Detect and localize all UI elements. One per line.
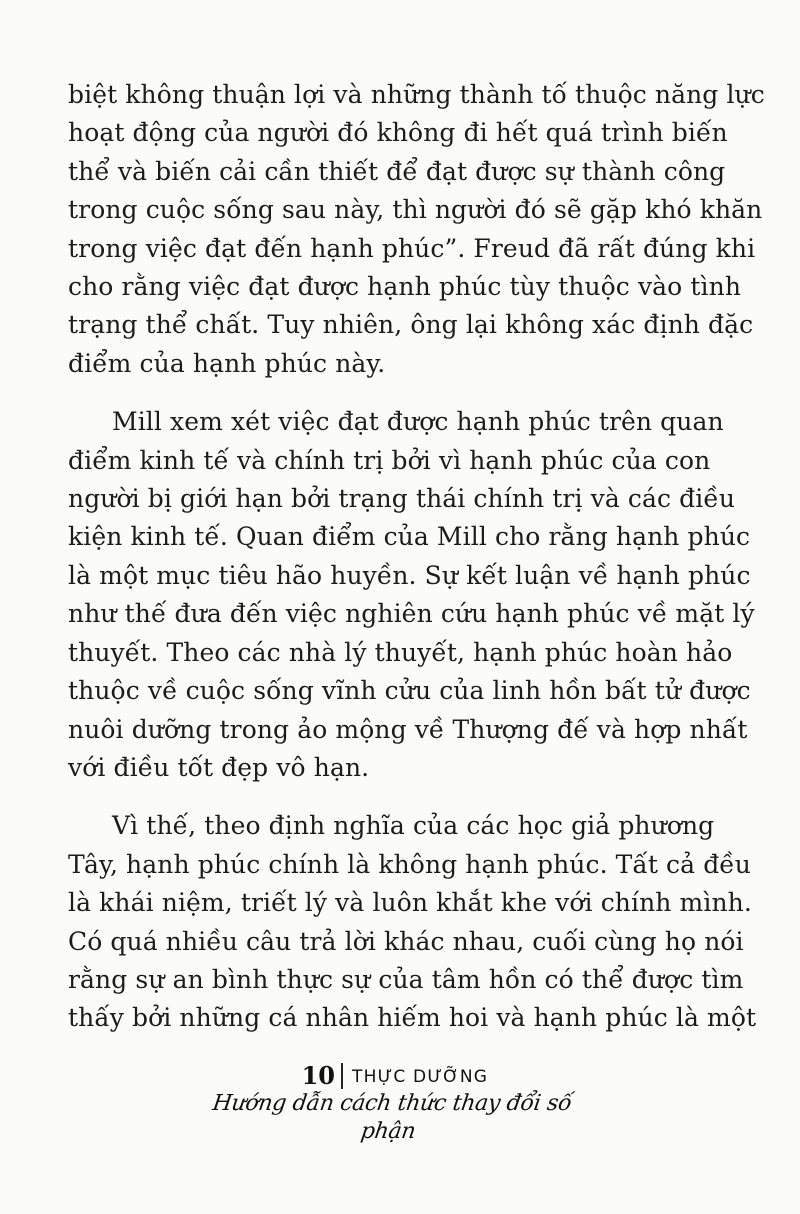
text-line: Vì thế, theo định nghĩa của các học giả phương	[112, 811, 715, 841]
paragraph-2	[68, 403, 755, 787]
text-line: điểm kinh tế và chính trị bởi vì hạnh phúc của con	[68, 445, 711, 475]
text-line: nuôi dưỡng trong ảo mộng về Thượng đế và hợp nhất	[68, 714, 748, 744]
text-line: Tây, hạnh phúc chính là không hạnh phúc. Tất cả đều	[68, 849, 751, 879]
text-line: biệt không thuận lợi và những thành tố thuộc năng lực	[68, 80, 765, 109]
text-line: rằng sự an bình thực sự của tâm hồn có thể được tìm	[68, 964, 744, 994]
footer-divider	[341, 1063, 343, 1089]
page-number: 10	[301, 1061, 335, 1090]
text-line: kiện kinh tế. Quan điểm của Mill cho rằng hạnh phúc	[68, 522, 751, 552]
text-line: thuộc về cuộc sống vĩnh cửu của linh hồn bất tử được	[68, 676, 751, 706]
book-title: THỰC DƯỠNG	[352, 1067, 489, 1087]
text-line: Mill xem xét việc đạt được hạnh phúc trên quan	[112, 407, 724, 437]
text-line: như thế đưa đến việc nghiên cứu hạnh phúc về mặt lý	[68, 599, 755, 629]
text-line: trong cuộc sống sau này, thì người đó sẽ gặp khó khăn	[68, 195, 763, 225]
text-line: trong việc đạt đến hạnh phúc”. Freud đã rất đúng khi	[68, 233, 756, 263]
page-footer	[0, 1061, 800, 1144]
text-line: thấy bởi những cá nhân hiếm hoi và hạnh phúc là một	[68, 1003, 757, 1033]
text-line: điểm của hạnh phúc này.	[68, 348, 386, 378]
text-line: là một mục tiêu hão huyền. Sự kết luận về hạnh phúc	[68, 560, 751, 590]
text-line: là khái niệm, triết lý và luôn khắt khe với chính mình.	[68, 888, 752, 918]
text-line: người bị giới hạn bởi trạng thái chính trị và các điều	[68, 484, 736, 514]
text-line: cho rằng việc đạt được hạnh phúc tùy thuộc vào tình	[68, 272, 742, 302]
paragraph-1	[68, 76, 765, 383]
text-line: Có quá nhiều câu trả lời khác nhau, cuối cùng họ nói	[68, 926, 744, 956]
text-line: trạng thể chất. Tuy nhiên, ông lại không xác định đặc	[68, 310, 754, 340]
book-subtitle: Hướng dẫn cách thức thay đổi số phận	[210, 1091, 574, 1144]
text-line: với điều tốt đẹp vô hạn.	[68, 752, 370, 782]
text-line: thuyết. Theo các nhà lý thuyết, hạnh phúc hoàn hảo	[68, 637, 733, 667]
text-line: thể và biến cải cần thiết để đạt được sự thành công	[68, 156, 726, 186]
page-body	[68, 76, 765, 1038]
text-line: hoạt động của người đó không đi hết quá trình biến	[68, 118, 728, 148]
paragraph-3	[68, 807, 757, 1037]
